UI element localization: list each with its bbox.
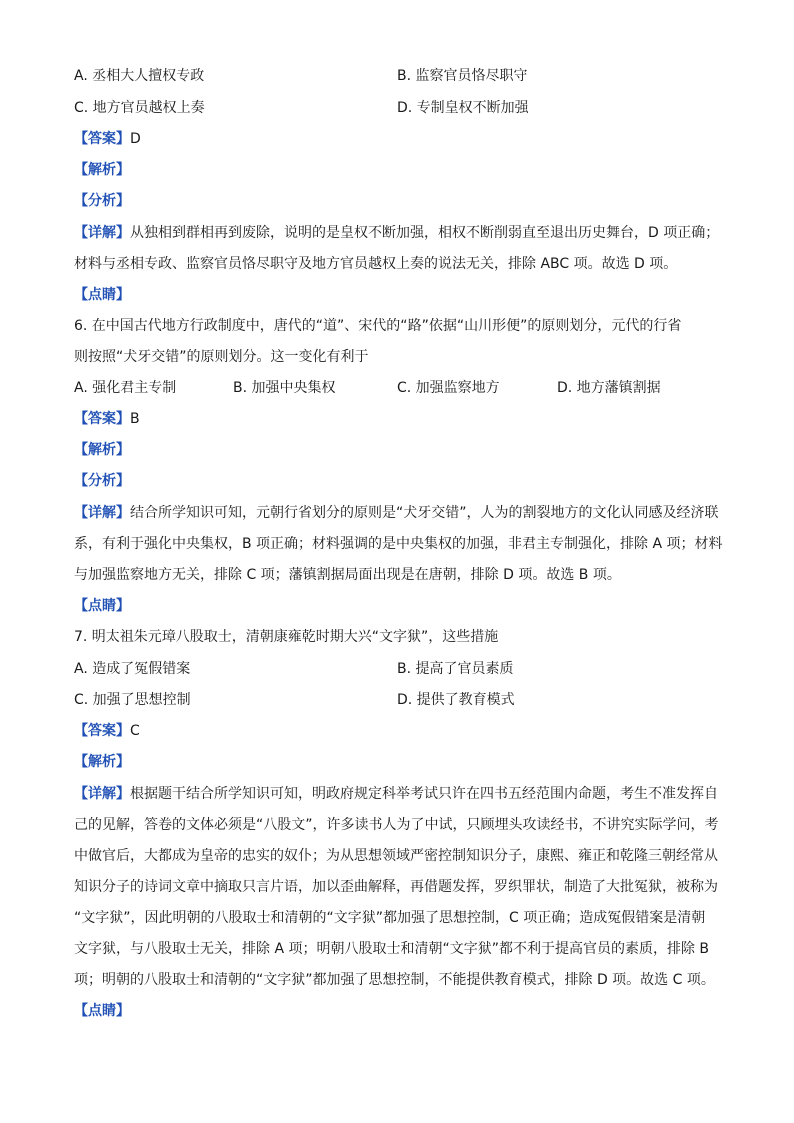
q5-xiangjie-tag: 【详解】	[74, 225, 130, 241]
q6-dianjing-line	[74, 596, 734, 616]
q7-option-c: C. 加强了思想控制	[74, 692, 191, 708]
q7-xiangjie-paragraph	[74, 779, 726, 996]
q6-option-d: D. 地方藩镇割据	[557, 380, 661, 396]
q6-answer-line	[74, 409, 734, 429]
q6-answer: B	[130, 411, 140, 427]
q7-xiangjie-line-4: 知识分子的诗词文章中摘取只言片语，加以歪曲解释，再借题发挥，罗织罪状，制造了大批冤狱，被称为	[74, 879, 718, 895]
q6-option-a: A. 强化君主专制	[74, 380, 177, 396]
q7-xiangjie-tag: 【详解】	[74, 786, 130, 802]
q7-xiangjie-line-3: 中做官后，大都成为皇帝的忠实的奴仆；为从思想领域严密控制知识分子，康熙、雍正和乾隆三朝经常从	[74, 848, 718, 864]
q5-answer-line	[74, 129, 734, 149]
q7-option-d: D. 提供了教育模式	[397, 692, 515, 708]
q5-xiangjie-line-2: 材料与丞相专政、监察官员恪尽职守及地方官员越权上奏的说法无关，排除 ABC 项。故选 D 项。	[74, 256, 678, 272]
q5-xiangjie-paragraph	[74, 218, 726, 280]
q6-jiexi-tag: 【解析】	[74, 442, 130, 458]
q7-dianjing-line	[74, 1001, 734, 1021]
q5-option-c: C. 地方官员越权上奏	[74, 100, 205, 116]
q6-dianjing-tag: 【点睛】	[74, 598, 130, 614]
q7-answer-tag: 【答案】	[74, 723, 130, 739]
q6-fenxi-line	[74, 471, 734, 491]
q7-jiexi-line	[74, 752, 734, 772]
q6-xiangjie-line-1: 结合所学知识可知，元朝行省划分的原则是“犬牙交错”，人为的割裂地方的文化认同感及经济联	[130, 505, 719, 521]
q7-xiangjie-line-1: 根据题干结合所学知识可知，明政府规定科举考试只许在四书五经范围内命题，考生不准发挥自	[130, 786, 718, 802]
q7-answer-line	[74, 721, 734, 741]
q5-fenxi-tag: 【分析】	[74, 193, 130, 209]
q5-xiangjie-line-1: 从独相到群相再到废除，说明的是皇权不断加强，相权不断削弱直至退出历史舞台，D 项正确；	[130, 225, 720, 241]
q7-xiangjie-line-5: “文字狱”，因此明朝的八股取士和清朝的“文字狱”都加强了思想控制，C 项正确；造成冤假错案是清朝	[74, 910, 706, 926]
q5-answer: D	[130, 131, 141, 147]
q6-stem	[74, 311, 726, 373]
q5-dianjing-line	[74, 285, 734, 305]
q6-answer-tag: 【答案】	[74, 411, 130, 427]
q5-option-b: B. 监察官员恪尽职守	[397, 68, 528, 84]
q6-option-b: B. 加强中央集权	[233, 380, 336, 396]
q6-xiangjie-line-3: 与加强监察地方无关，排除 C 项；藩镇割据局面出现是在唐朝，排除 D 项。故选 B 项。	[74, 567, 621, 583]
q5-jiexi-line	[74, 160, 734, 180]
q6-xiangjie-paragraph	[74, 498, 726, 591]
q6-jiexi-line	[74, 440, 734, 460]
q5-answer-tag: 【答案】	[74, 131, 130, 147]
q5-jiexi-tag: 【解析】	[74, 162, 130, 178]
q6-xiangjie-tag: 【详解】	[74, 505, 130, 521]
q7-xiangjie-line-7: 项；明朝的八股取士和清朝的“文字狱”都加强了思想控制，不能提供教育模式，排除 D 项。故选 C 项。	[74, 972, 715, 988]
q5-option-a: A. 丞相大人擅权专政	[74, 68, 205, 84]
q7-jiexi-tag: 【解析】	[74, 754, 130, 770]
q6-stem-line-1: 6. 在中国古代地方行政制度中，唐代的“道”、宋代的“路”依据“山川形便”的原则划分，元代的行省	[74, 318, 682, 334]
q7-dianjing-tag: 【点睛】	[74, 1003, 130, 1019]
q7-stem: 7. 明太祖朱元璋八股取士，清朝康雍乾时期大兴“文字狱”，这些措施	[74, 629, 499, 645]
q6-xiangjie-line-2: 系，有利于强化中央集权，B 项正确；材料强调的是中央集权的加强，非君主专制强化，排除 A 项；材料	[74, 536, 723, 552]
q7-xiangjie-line-6: 文字狱，与八股取士无关，排除 A 项；明朝八股取士和清朝“文字狱”都不利于提高官员的素质，排除 B	[74, 941, 710, 957]
q5-fenxi-line	[74, 191, 734, 211]
q5-dianjing-tag: 【点睛】	[74, 287, 130, 303]
q7-xiangjie-line-2: 己的见解，答卷的文体必须是“八股文”，许多读书人为了中试，只顾埋头攻读经书，不讲究实际学问，考	[74, 817, 719, 833]
q7-option-a: A. 造成了冤假错案	[74, 661, 191, 677]
q5-option-d: D. 专制皇权不断加强	[397, 100, 529, 116]
q6-fenxi-tag: 【分析】	[74, 473, 130, 489]
q6-stem-line-2: 则按照“犬牙交错”的原则划分。这一变化有利于	[74, 349, 369, 365]
q6-option-c: C. 加强监察地方	[397, 380, 500, 396]
q7-answer: C	[130, 723, 140, 739]
q7-option-b: B. 提高了官员素质	[397, 661, 514, 677]
